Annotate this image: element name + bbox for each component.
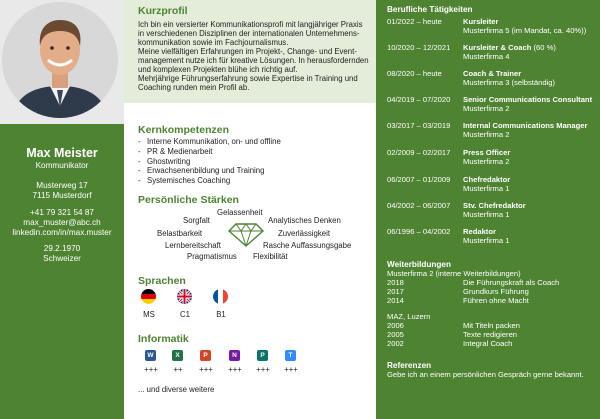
- languages-heading: Sprachen: [138, 275, 186, 287]
- education-year: 2014: [387, 296, 404, 305]
- france-flag-icon: [213, 289, 228, 304]
- career-company: Musterfirma 4: [463, 52, 510, 61]
- onenote-icon: N: [229, 350, 240, 361]
- education-course: Texte redigieren: [463, 330, 518, 339]
- linkedin-link[interactable]: linkedin.com/in/max.muster: [12, 228, 112, 237]
- career-role-line: [463, 43, 556, 52]
- career-role: Kursleiter: [463, 17, 499, 26]
- career-period: 01/2022 – heute: [387, 17, 442, 26]
- excel-icon: X: [172, 350, 183, 361]
- it-heading: Informatik: [138, 333, 189, 345]
- address-city: 7115 Musterdorf: [32, 191, 92, 200]
- strength-word: Sorgfalt: [183, 216, 210, 225]
- germany-flag-icon: [141, 289, 156, 304]
- profile-line: Ich bin ein versierter Kommunikationsprofi mit langjähriger Praxis: [138, 20, 363, 29]
- education-course: Integral Coach: [463, 339, 513, 348]
- person-name: Max Meister: [26, 146, 98, 160]
- competences-list: [138, 137, 281, 186]
- language-level: C1: [180, 310, 190, 319]
- app-level: +++: [284, 365, 298, 374]
- career-company: Musterfirma 2: [463, 157, 510, 166]
- education-course: Führen ohne Macht: [463, 296, 529, 305]
- career-period: 04/2019 – 07/2020: [387, 95, 451, 104]
- nationality: Schweizer: [43, 254, 81, 263]
- profile-line: in verschiedenen Disziplinen der internationalen Unternehmens-: [138, 29, 360, 38]
- language-level: MS: [143, 310, 155, 319]
- strength-word: Analytisches Denken: [268, 216, 341, 225]
- career-period: 08/2020 – heute: [387, 69, 442, 78]
- list-item: - Erwachsenenbildung und Training: [138, 166, 281, 176]
- word-icon: W: [145, 350, 156, 361]
- strength-word: Zuverlässigkeit: [278, 229, 330, 238]
- strength-word: Flexibilität: [253, 252, 288, 261]
- education-course: Grundkurs Führung: [463, 287, 529, 296]
- career-period: 06/2007 – 01/2009: [387, 175, 451, 184]
- app-level: +++: [228, 365, 242, 374]
- career-role: Redaktor: [463, 227, 496, 236]
- birthdate: 29.2.1970: [43, 244, 81, 253]
- strength-word: Lernbereitschaft: [165, 241, 221, 250]
- career-company: Musterfirma 1: [463, 236, 510, 245]
- language-level: B1: [216, 310, 226, 319]
- list-item: - Systemisches Coaching: [138, 176, 281, 186]
- app-level: ++: [173, 365, 183, 374]
- career-role-extra: (60 %): [531, 43, 556, 52]
- career-role: Chefredaktor: [463, 175, 511, 184]
- education-year: 2017: [387, 287, 404, 296]
- diamond-icon: [227, 222, 265, 248]
- strength-word: Gelassenheit: [217, 208, 263, 217]
- references-heading: Referenzen: [387, 361, 432, 370]
- address-street: Musterweg 17: [36, 181, 88, 190]
- career-period: 10/2020 – 12/2021: [387, 43, 451, 52]
- career-role: Coach & Trainer: [463, 69, 522, 78]
- education-institution: MAZ, Luzern: [387, 312, 431, 321]
- education-course: Die Führungskraft als Coach: [463, 278, 560, 287]
- person-role: Kommunikator: [35, 161, 89, 170]
- teams-icon: T: [285, 350, 296, 361]
- it-more: ... und diverse weitere: [138, 385, 215, 394]
- education-year: 2006: [387, 321, 404, 330]
- list-item: - Interne Kommunikation, on- und offline: [138, 137, 281, 147]
- career-period: 02/2009 – 02/2017: [387, 148, 451, 157]
- photo-frame: [0, 0, 124, 124]
- education-institution: Musterfirma 2 (interne Weiterbildungen): [387, 269, 521, 278]
- profile-line: und komplexen Projekten blühe ich richtig auf.: [138, 65, 298, 74]
- strength-word: Pragmatismus: [187, 252, 237, 261]
- career-role: Internal Communications Manager: [463, 121, 588, 130]
- education-year: 2005: [387, 330, 404, 339]
- career-period: 03/2017 – 03/2019: [387, 121, 451, 130]
- profile-line: Coaching runden mein Profil ab.: [138, 83, 250, 92]
- list-item: - PR & Medienarbeit: [138, 147, 281, 157]
- career-heading: Berufliche Tätigkeiten: [387, 5, 473, 14]
- education-year: 2018: [387, 278, 404, 287]
- app-level: +++: [199, 365, 213, 374]
- profile-line: management nutze ich für kreative Lösungen. In herausfordernden: [138, 56, 369, 65]
- career-role: Press Officer: [463, 148, 511, 157]
- profile-photo: [2, 2, 118, 118]
- profile-heading: Kurzprofil: [138, 5, 188, 17]
- career-company: Musterfirma 1: [463, 184, 510, 193]
- profile-line: kommunikation sowie im Fachjournalismus.: [138, 38, 289, 47]
- publisher-icon: P: [257, 350, 268, 361]
- phone-number[interactable]: +41 79 321 54 87: [30, 208, 94, 217]
- app-level: +++: [144, 365, 158, 374]
- competences-heading: Kernkompetenzen: [138, 124, 230, 136]
- strength-word: Belastbarkeit: [157, 229, 203, 238]
- education-year: 2002: [387, 339, 404, 348]
- career-company: Musterfirma 1: [463, 210, 510, 219]
- career-period: 06/1996 – 04/2002: [387, 227, 451, 236]
- list-item: - Ghostwriting: [138, 157, 281, 167]
- uk-flag-icon: [177, 289, 192, 304]
- career-period: 04/2002 – 06/2007: [387, 201, 451, 210]
- left-sidebar: [0, 0, 124, 419]
- profile-line: Meine vielfältigen Erfahrungen im Projekt-, Change- und Event-: [138, 47, 357, 56]
- email-link[interactable]: max_muster@abc.ch: [23, 218, 101, 227]
- strength-word: Rasche Auffassungsgabe: [263, 241, 352, 250]
- profile-line: Mehrjährige Führungserfahrung sowie Expertise in Training und: [138, 74, 358, 83]
- career-role: Stv. Chefredaktor: [463, 201, 526, 210]
- strengths-heading: Persönliche Stärken: [138, 194, 239, 206]
- education-course: Mit Titeln packen: [463, 321, 520, 330]
- career-company: Musterfirma 2: [463, 104, 510, 113]
- references-text: Gebe ich an einem persönlichen Gespräch gerne bekannt.: [387, 370, 584, 379]
- app-level: +++: [256, 365, 270, 374]
- career-company: Musterfirma 3 (selbständig): [463, 78, 556, 87]
- education-heading: Weiterbildungen: [387, 260, 451, 269]
- career-role: Senior Communications Consultant: [463, 95, 593, 104]
- career-company: Musterfirma 2: [463, 130, 510, 139]
- career-role: Kursleiter & Coach: [463, 43, 532, 52]
- career-company: Musterfirma 5 (im Mandat, ca. 40%)): [463, 26, 587, 35]
- powerpoint-icon: P: [200, 350, 211, 361]
